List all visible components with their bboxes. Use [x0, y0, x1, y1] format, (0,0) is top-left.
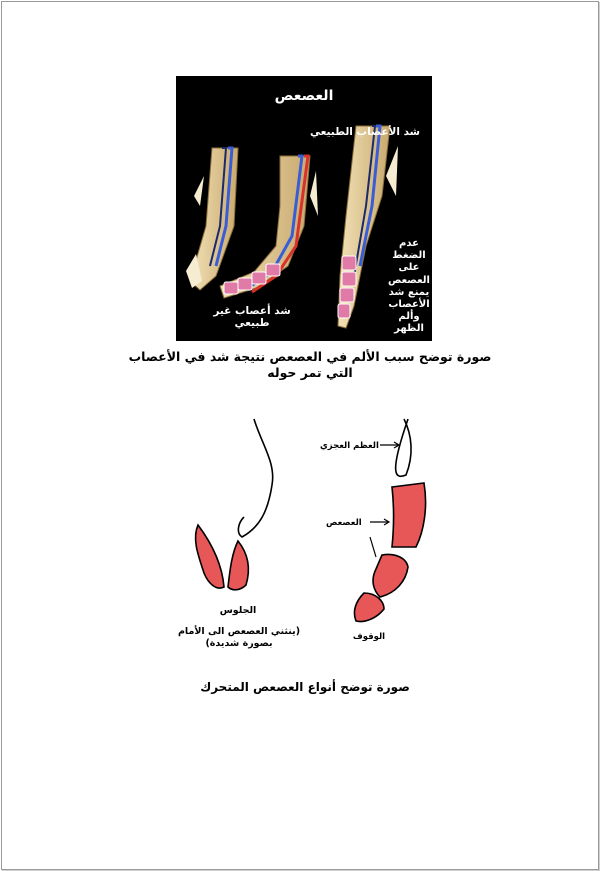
- label-standing: الوقوف: [352, 632, 386, 642]
- coccyx-types-figure: [180, 415, 440, 655]
- label-sacrum: العظم العجزي: [320, 441, 379, 451]
- label-coccyx: العصعص: [326, 518, 362, 528]
- caption-figure-2: صورة توضح أنواع العصعص المتحرك: [200, 680, 410, 694]
- label-sitting: الجلوس: [219, 605, 257, 616]
- coccyx-nerve-figure: [176, 76, 432, 341]
- coccyx-diagram: [180, 415, 440, 655]
- coccyx-sitting: [196, 419, 273, 590]
- spine-normal: [186, 148, 238, 290]
- figure-title: العصعص: [274, 88, 334, 104]
- label-abnormal-tension: شد أعصاب غير طبيعي: [213, 305, 291, 330]
- label-no-pressure: عدم الضغط على العصعص يمنع شد الأعصاب وألم الظهر: [388, 238, 430, 335]
- label-normal-tension: شد الأعصاب الطبيعي: [309, 126, 420, 138]
- label-sitting-note: (ينثني العصعص الى الأمام بصورة شديدة): [177, 626, 301, 650]
- caption-figure-1: صورة توضح سبب الألم في العصعص نتيجة شد في الأعصاب التي تمر حوله: [128, 349, 492, 380]
